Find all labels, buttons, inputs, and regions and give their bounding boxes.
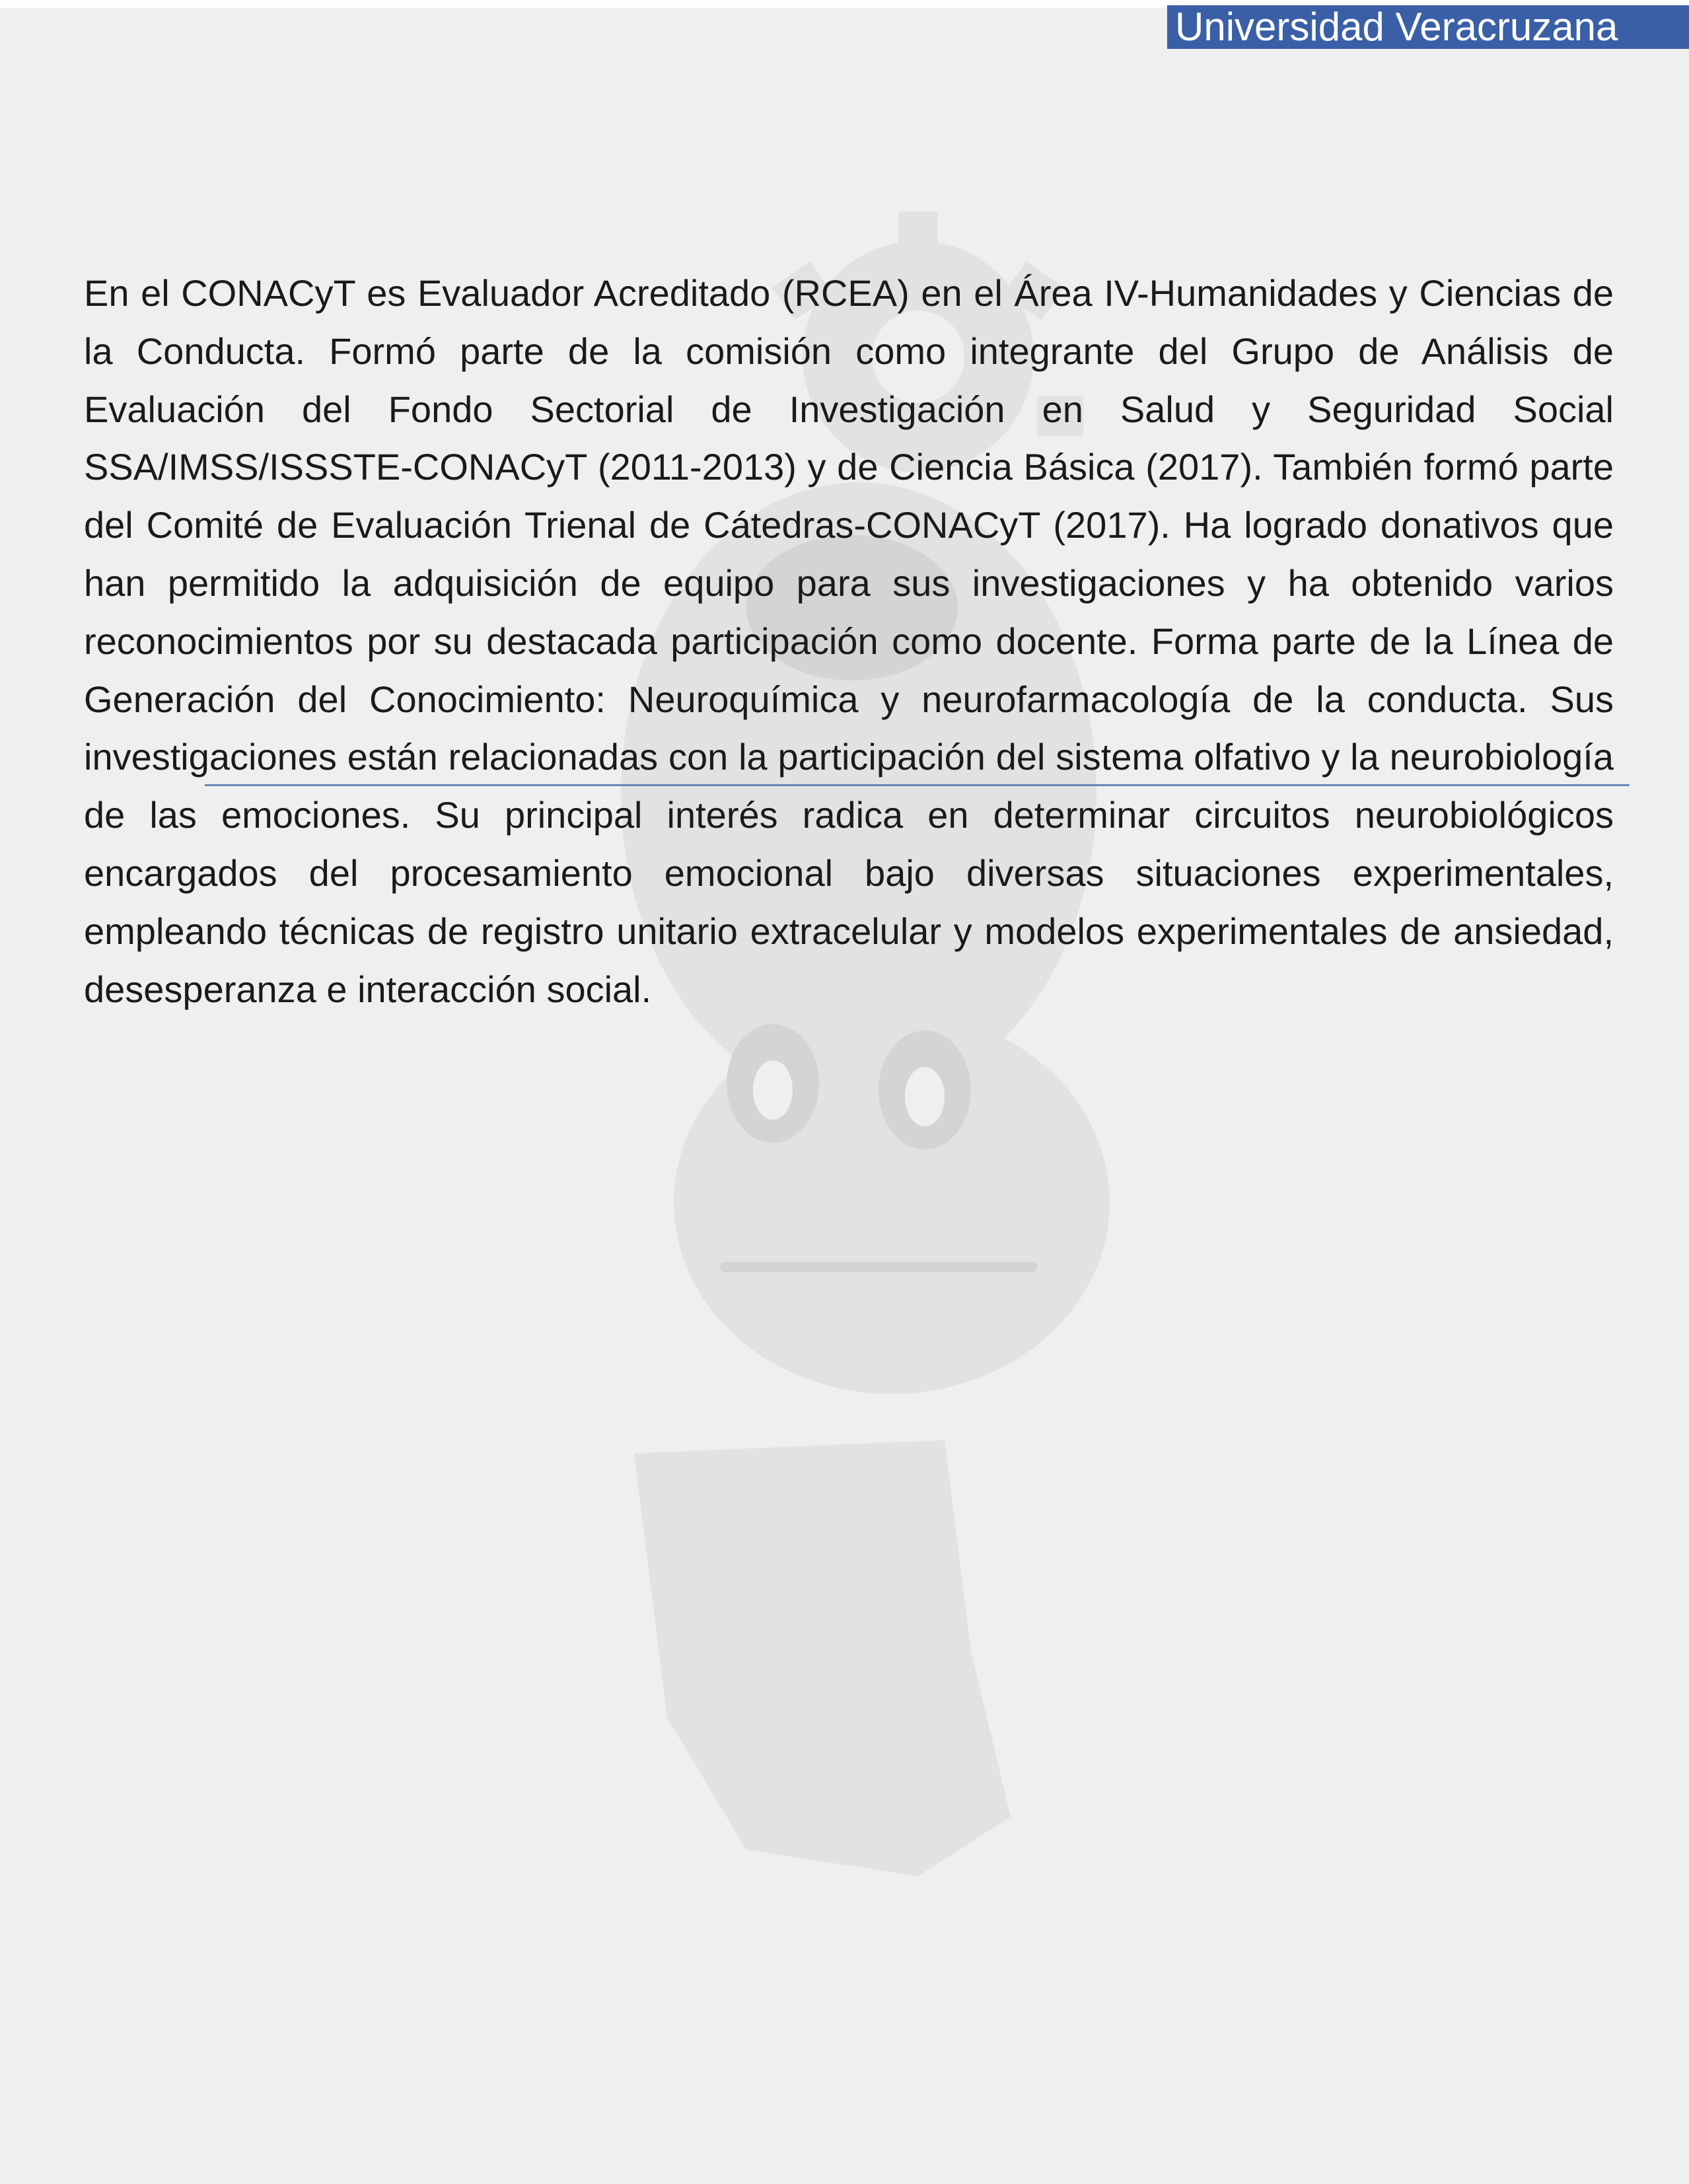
institution-header (1167, 5, 1689, 49)
horizontal-rule (205, 784, 1630, 786)
biography-paragraph: En el CONACyT es Evaluador Acreditado (RCEA) en el Área IV-Humanidades y Ciencias de la Conducta. Formó parte de la comisión como integrante del Grupo de Análisis de Evaluación del Fondo Sectorial de Investigación en Salud y Seguridad Social SSA/IMSS/ISSSTE-CONACyT (2011-2013) y de Ciencia Básica (2017). También formó parte del Comité de Evaluación Trienal de Cátedras-CONACyT (2017). Ha logrado donativos que han permitido la adquisición de equipo para sus investigaciones y ha obtenido varios reconocimientos por su destacada participación como docente. Forma parte de la Línea de Generación del Conocimiento: Neuroquímica y neurofarmacología de la conducta. Sus investigaciones están relacionadas con la participación del sistema olfativo y la neurobiología de las emociones. Su principal interés radica en determinar circuitos neurobiológicos encargados del procesamiento emocional bajo diversas situaciones experimentales, empleando técnicas de registro unitario extracelular y modelos experimentales de ansiedad, desesperanza e interacción social. (84, 272, 1614, 1010)
institution-name: Universidad Veracruzana (1175, 5, 1618, 49)
